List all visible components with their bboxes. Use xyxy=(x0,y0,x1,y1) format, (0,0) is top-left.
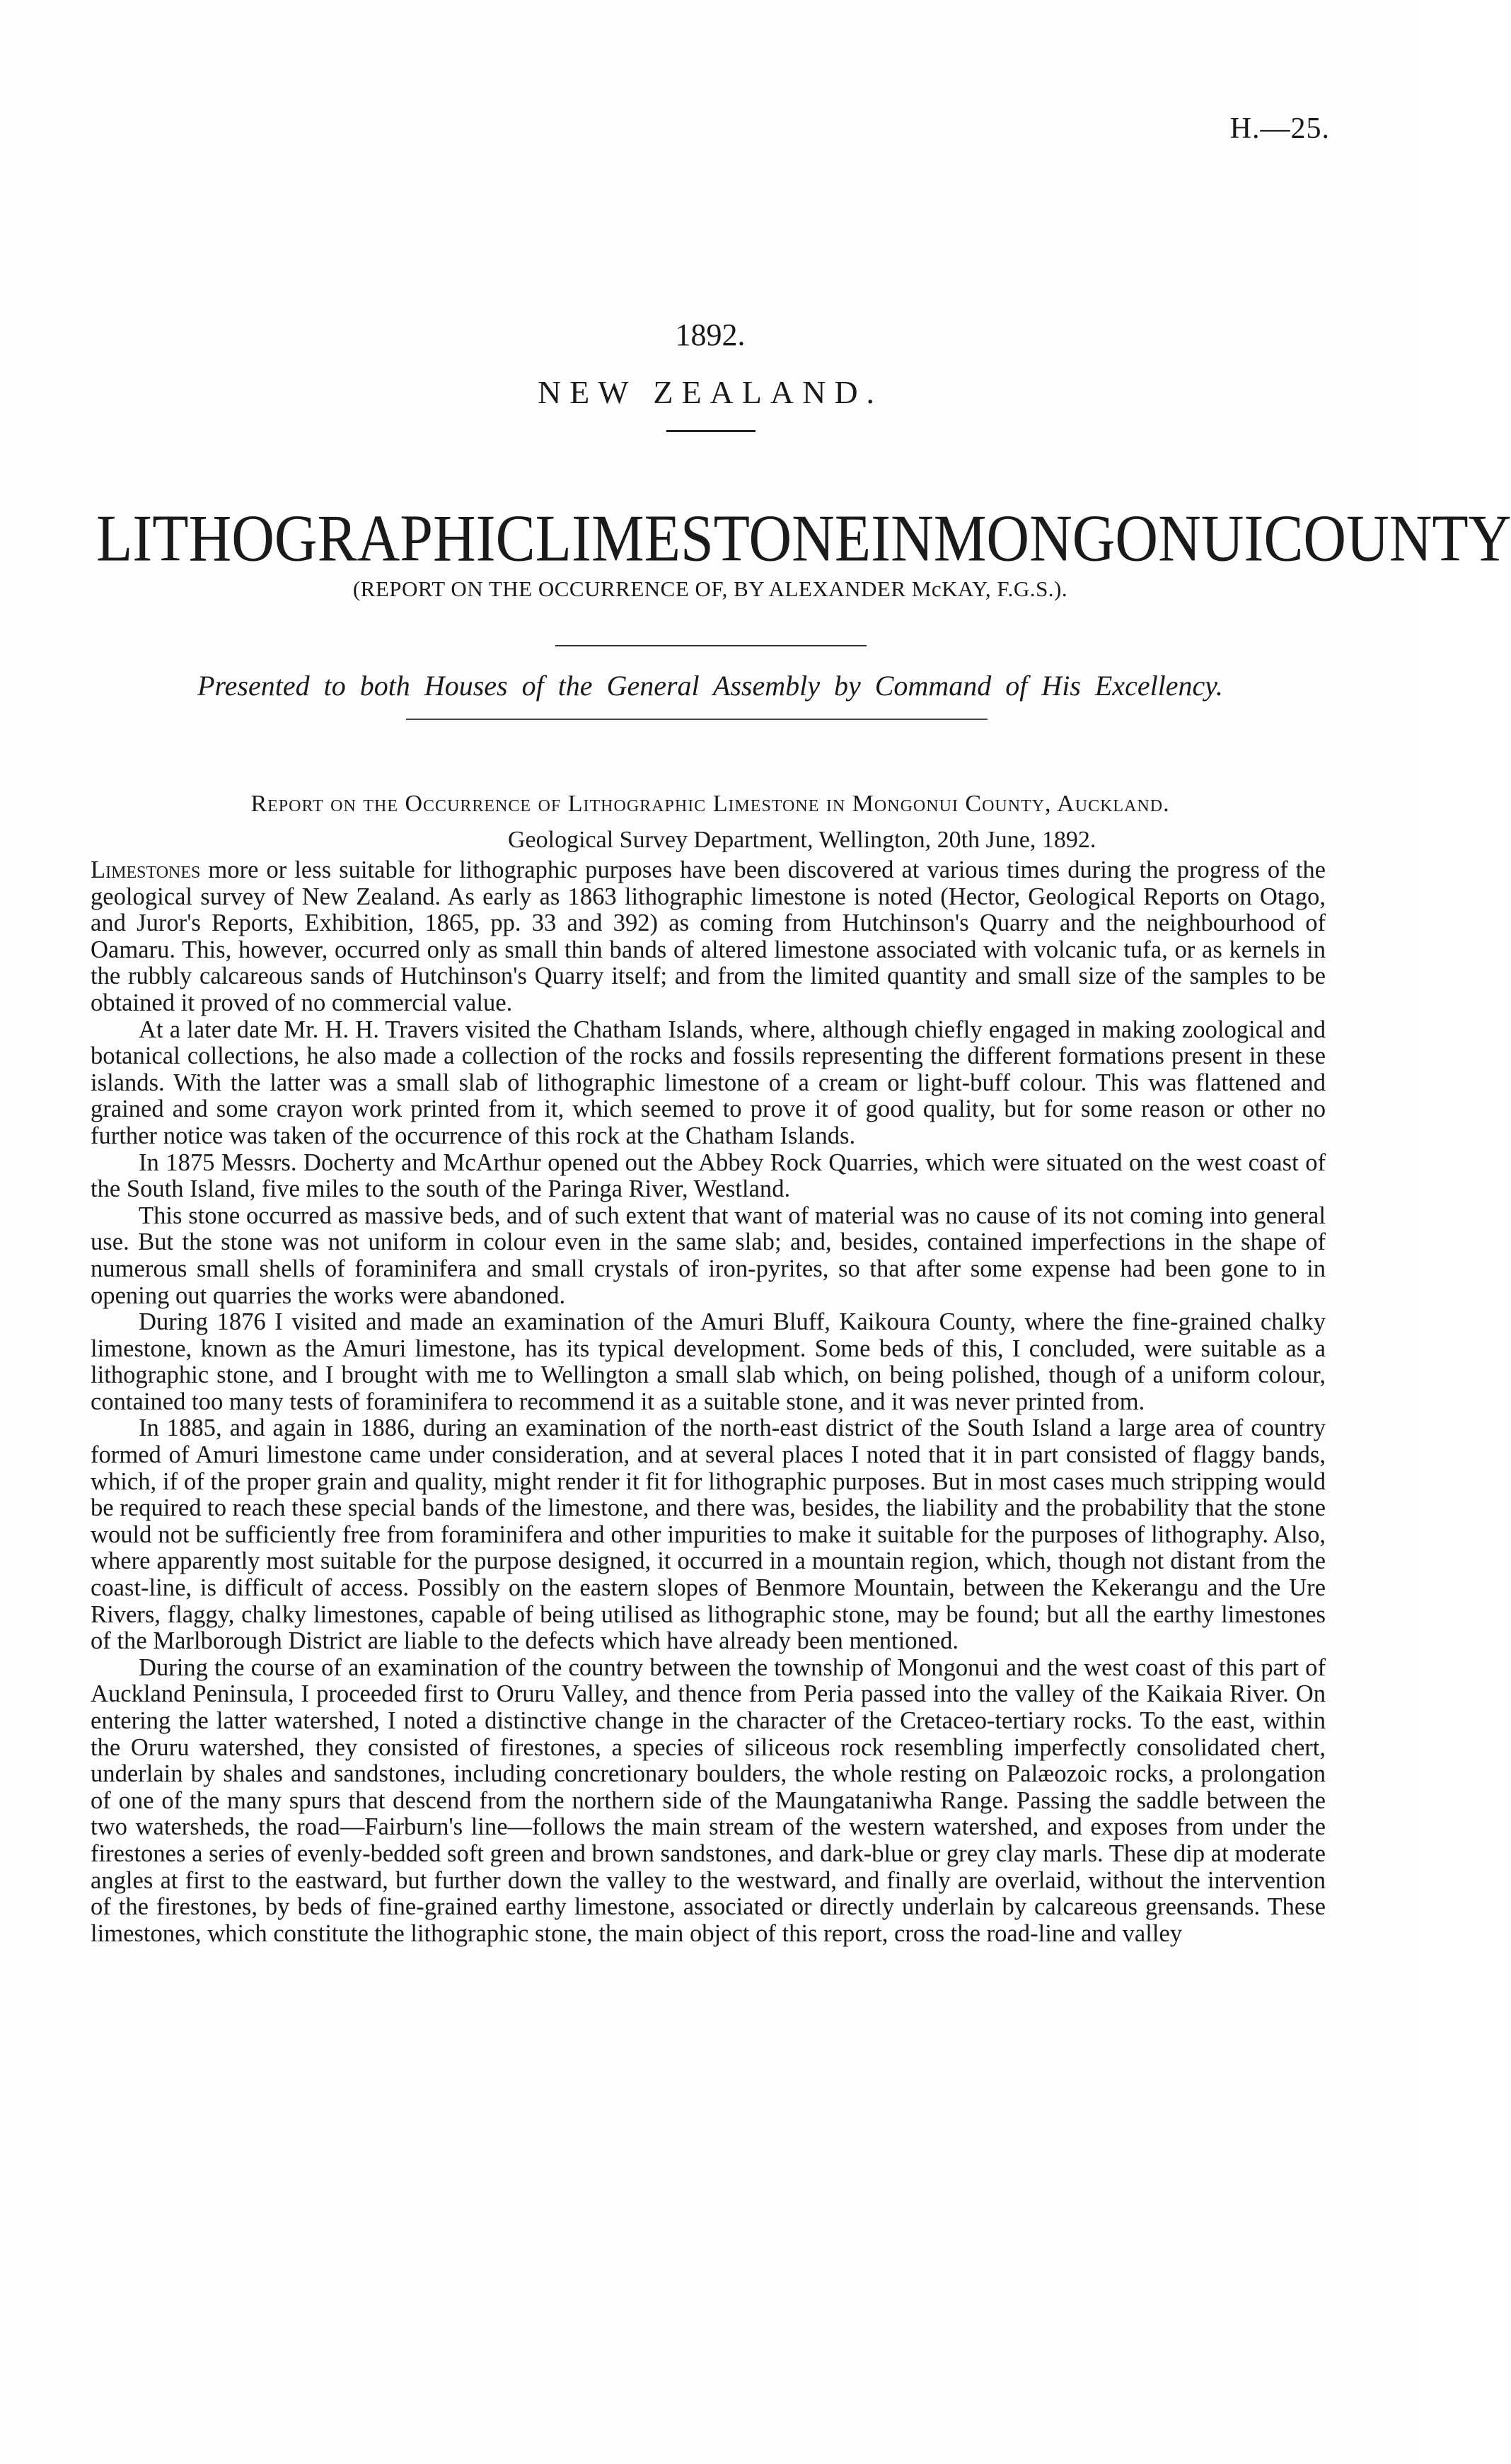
report-body xyxy=(91,857,1326,1947)
paragraph-text: more or less suitable for lithographic purposes have been discovered at various times during the progress of the geological survey of New Zealand. As early as 1863 lithographic limestone is noted (Hector, Geological Reports on Otago, and Juror's Reports, Exhibition, 1865, pp. 33 and 392) as coming from Hutchinson's Quarry and the neighbourhood of Oamaru. This, however, occurred only as small thin bands of altered limestone associated with volcanic tufa, or as kernels in the rubbly calcareous sands of Hutchinson's Quarry itself; and from the limited quantity and small size of the samples to be obtained it proved of no commercial value. xyxy=(91,856,1326,1016)
dateline: Geological Survey Department, Wellington, 20th June, 1892. xyxy=(508,827,1096,853)
paragraph: During the course of an examination of the country between the township of Mongonui and the west coast of this part of Auckland Peninsula, I proceeded first to Oruru Valley, and thence from Peria passed into the valley of the Kaikaia River. On entering the latter watershed, I noted a distinctive change in the character of the Cretaceo-tertiary rocks. To the east, within the Oruru watershed, they consisted of firestones, a species of siliceous rock resembling imperfectly consolidated chert, underlain by shales and sandstones, including concretionary boulders, the whole resting on Palæozoic rocks, a prolongation of one of the many spurs that descend from the northern side of the Maungataniwha Range. Passing the saddle between the two watersheds, the road—Fairburn's line—follows the main stream of the western watershed, and exposes from under the firestones a series of evenly-bedded soft green and brown sandstones, and dark-blue or grey clay marls. These dip at moderate angles at first to the eastward, but further down the valley to the westward, and finally are overlaid, without the intervention of the firestones, by beds of fine-grained earthy limestone, associated or directly underlain by calcareous greensands. These limestones, which constitute the lithographic stone, the main object of this report, cross the road-line and valley xyxy=(91,1654,1326,1947)
report-heading: Report on the Occurrence of Lithographic Limestone in Mongonui County, Auckland. xyxy=(250,791,1170,817)
title-word: IN xyxy=(871,501,934,576)
main-title xyxy=(96,501,1511,576)
paragraph: In 1875 Messrs. Docherty and McArthur opened out the Abbey Rock Quarries, which were situated on the west coast of the South Island, five miles to the south of the Paringa River, Westland. xyxy=(91,1149,1326,1203)
divider-rule xyxy=(406,719,988,720)
opening-word: Limestones xyxy=(91,856,201,883)
paragraph xyxy=(91,857,1326,1017)
title-word: LIMESTONE xyxy=(535,501,872,576)
divider-rule xyxy=(555,645,867,646)
presentation-note: Presented to both Houses of the General Assembly by Command of His Excellency. xyxy=(197,670,1223,702)
subtitle: (REPORT ON THE OCCURRENCE OF, BY ALEXANDER McKAY, F.G.S.). xyxy=(352,576,1068,601)
paragraph: During 1876 I visited and made an examination of the Amuri Bluff, Kaikoura County, where the fine-grained chalky limestone, known as the Amuri limestone, has its typical development. Some beds of this, I concluded, were suitable as a lithographic stone, and I brought with me to Wellington a small slab which, on being polished, though of a uniform colour, contained too many tests of foraminifera to recommend it as a suitable stone, and it was never printed from. xyxy=(91,1308,1326,1415)
title-word: COUNTY xyxy=(1263,501,1511,576)
title-word: MONGONUI xyxy=(933,501,1264,576)
title-word: LITHOGRAPHIC xyxy=(96,501,535,576)
page-number: H.—25. xyxy=(1229,112,1330,145)
ornamental-rule xyxy=(666,430,756,432)
publication-year: 1892. xyxy=(675,318,746,352)
country-heading: NEW ZEALAND. xyxy=(537,374,884,410)
paragraph: In 1885, and again in 1886, during an examination of the north-east district of the South Island a large area of country formed of Amuri limestone came under consideration, and at several places I noted that it in part consisted of flaggy bands, which, if of the proper grain and quality, might render it fit for lithographic purposes. But in most cases much stripping would be required to reach these special bands of the limestone, and there was, besides, the liability and the probability that the stone would not be sufficiently free from foraminifera and other impurities to make it suitable for the purposes of lithography. Also, where apparently most suitable for the purpose designed, it occurred in a mountain region, which, though not distant from the coast-line, is difficult of access. Possibly on the eastern slopes of Benmore Mountain, between the Kekerangu and the Ure Rivers, flaggy, chalky limestones, capable of being utilised as lithographic stone, may be found; but all the earthy limestones of the Marlborough District are liable to the defects which have already been mentioned. xyxy=(91,1414,1326,1655)
paragraph: This stone occurred as massive beds, and of such extent that want of material was no cause of its not coming into general use. But the stone was not uniform in colour even in the same slab; and, besides, contained imperfections in the shape of numerous small shells of foraminifera and small crystals of iron-pyrites, so that after some expense had been gone to in opening out quarries the works were abandoned. xyxy=(91,1202,1326,1309)
paragraph: At a later date Mr. H. H. Travers visited the Chatham Islands, where, although chiefly engaged in making zoological and botanical collections, he also made a collection of the rocks and fossils representing the different formations present in these islands. With the latter was a small slab of lithographic limestone of a cream or light-buff colour. This was flattened and grained and some crayon work printed from it, which seemed to prove it of good quality, but for some reason or other no further notice was taken of the occurrence of this rock at the Chatham Islands. xyxy=(91,1016,1326,1149)
